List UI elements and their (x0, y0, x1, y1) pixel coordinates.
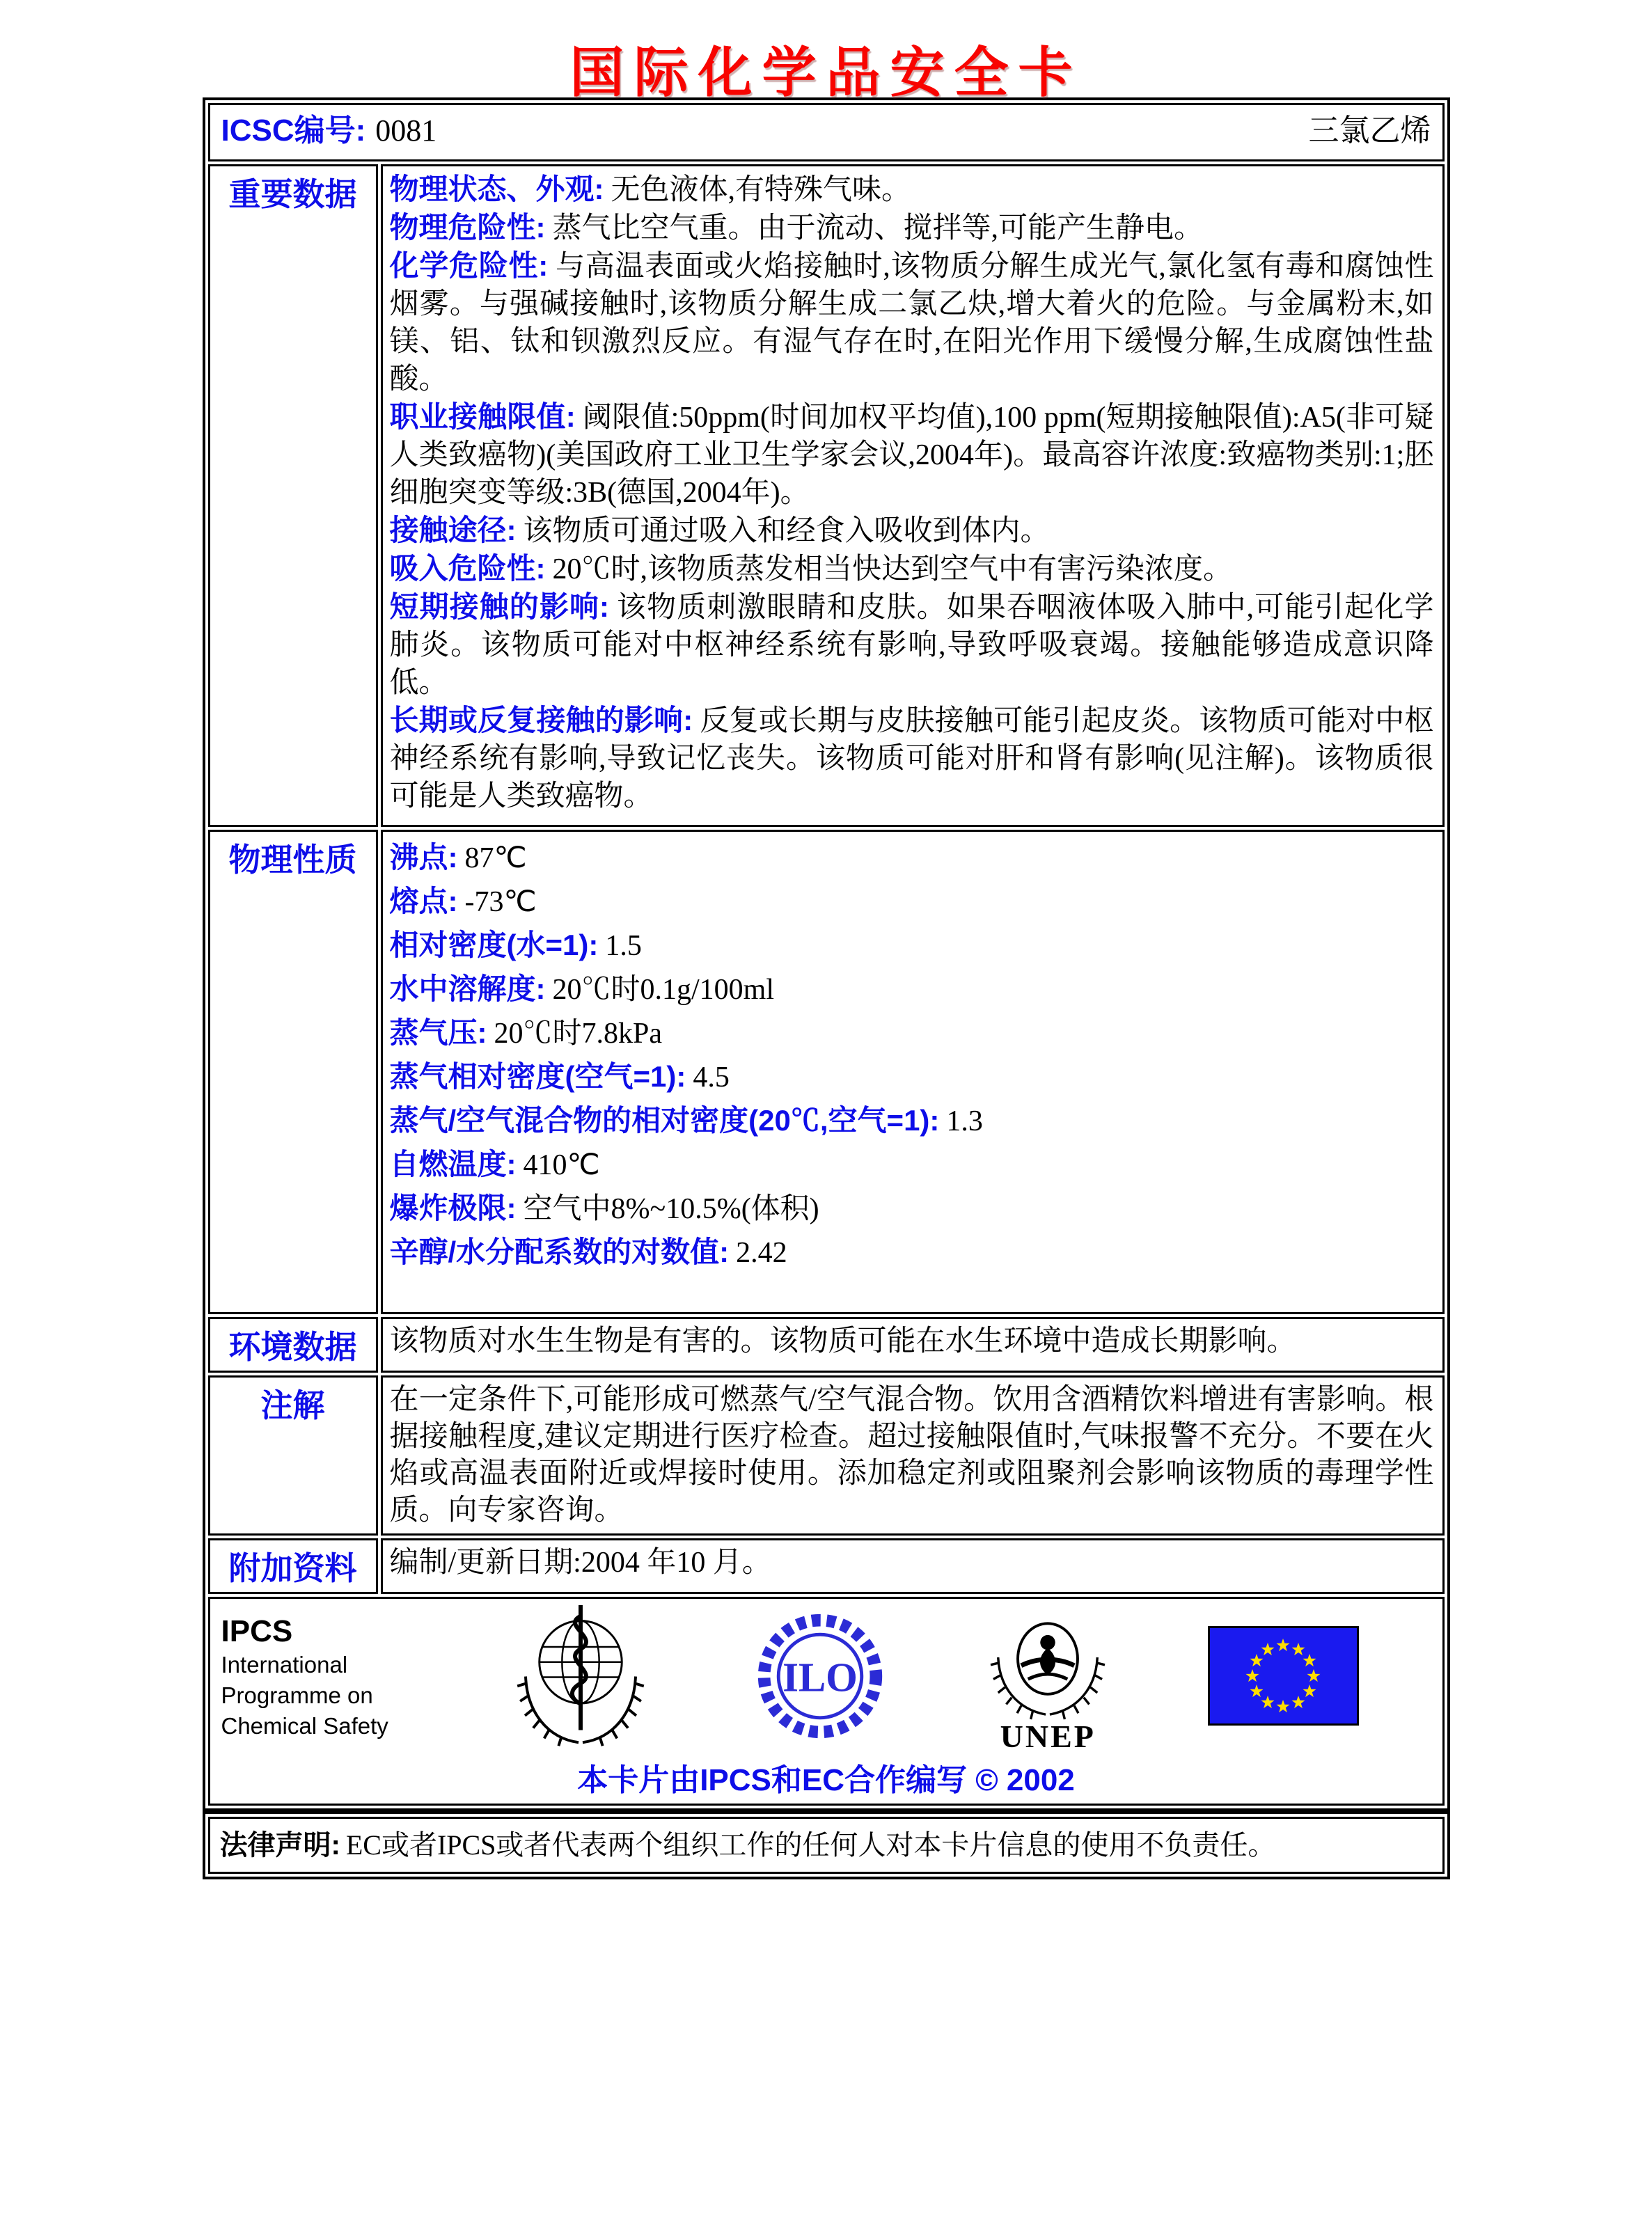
important-item (390, 588, 1434, 702)
important-item (390, 702, 1434, 815)
who-logo-icon (511, 1595, 650, 1760)
legal-row (208, 1817, 1445, 1874)
field-label: 辛醇/水分配系数的对数值: (389, 1236, 730, 1268)
field-value: 20℃时7.8kPa (494, 1018, 663, 1050)
safety-card (203, 97, 1450, 1879)
icsc-number-label: ICSC编号: (221, 113, 366, 148)
property-item (390, 1099, 1434, 1143)
field-label: 熔点: (389, 885, 458, 917)
card-table (203, 97, 1450, 1811)
additional-info-content (381, 1538, 1445, 1594)
section-label-notes: 注解 (208, 1375, 378, 1536)
field-value: 空气中8%~10.5%(体积) (523, 1193, 819, 1225)
field-label: 爆炸极限: (389, 1192, 517, 1224)
cooperation-caption: 本卡片由IPCS和EC合作编写 © 2002 (577, 1763, 1075, 1797)
icsc-number-value: 0081 (375, 113, 437, 148)
field-label: 蒸气相对密度(空气=1): (389, 1060, 686, 1093)
notes-text: 在一定条件下,可能形成可燃蒸气/空气混合物。饮用含酒精饮料增进有害影响。根据接触程度,建议定期进行医疗检查。超过接触限值时,气味报警不充分。不要在火焰或高温表面附近或焊接时使用。添加稳定剂或阻聚剂会影响该物质的毒理学性质。向专家咨询。 (389, 1384, 1434, 1526)
logos-cell (208, 1597, 1445, 1806)
field-label: 蒸气压: (389, 1016, 487, 1049)
section-label-physical-properties: 物理性质 (208, 830, 378, 1314)
eu-flag-icon (1208, 1626, 1359, 1729)
legal-text: EC或者IPCS或者代表两个组织工作的任何人对本卡片信息的使用不负责任。 (345, 1829, 1276, 1861)
field-value: -73℃ (464, 886, 537, 918)
field-value: 2.42 (736, 1237, 787, 1269)
ilo-logo-icon (752, 1608, 888, 1748)
ipcs-line: International (221, 1652, 348, 1678)
field-value: 无色液体,有特殊气味。 (611, 174, 911, 206)
property-item (390, 1231, 1434, 1275)
header-row (208, 103, 1445, 161)
section-label-environmental-data: 环境数据 (208, 1317, 378, 1373)
field-label: 长期或反复接触的影响: (389, 704, 693, 736)
environmental-data-row (208, 1317, 1445, 1373)
field-label: 相对密度(水=1): (389, 929, 599, 961)
field-label: 沸点: (389, 841, 458, 874)
field-label: 物理状态、外观: (389, 173, 604, 205)
legal-text-line (220, 1823, 1433, 1863)
field-value: 1.3 (946, 1105, 983, 1137)
important-item (390, 171, 1434, 209)
field-value: 该物质刺激眼睛和皮肤。如果吞咽液体吸入肺中,可能引起化学肺炎。该物质可能对中枢神经系统有影响,导致呼吸衰竭。接触能够造成意识降低。 (389, 592, 1434, 699)
field-label: 自燃温度: (389, 1148, 517, 1181)
field-value: 反复或长期与皮肤接触可能引起皮炎。该物质可能对中枢神经系统有影响,导致记忆丧失。该物质可能对肝和肾有影响(见注解)。该物质很可能是人类致癌物。 (389, 705, 1434, 812)
logos-row (208, 1597, 1445, 1806)
important-data-row (208, 164, 1445, 827)
substance-name: 三氯乙烯 (1308, 113, 1431, 148)
environmental-data-text: 该物质对水生生物是有害的。该物质可能在水生环境中造成长期影响。 (389, 1325, 1296, 1357)
important-item (390, 209, 1434, 247)
ipcs-title: IPCS (221, 1614, 293, 1648)
legal-label: 法律声明: (219, 1830, 340, 1861)
ilo-logo-text: ILO (782, 1655, 858, 1701)
field-value: 该物质可通过吸入和经食入吸收到体内。 (523, 515, 1050, 547)
logos-flex (210, 1606, 1442, 1754)
property-item (390, 1055, 1434, 1099)
field-value: 与高温表面或火焰接触时,该物质分解生成光气,氯化氢有毒和腐蚀性烟雾。与强碱接触时,该物质分解生成二氯乙炔,增大着火的危险。与金属粉末,如镁、铝、钛和钡激烈反应。有湿气存在时,在阳光作用下缓慢分解,生成腐蚀性盐酸。 (389, 251, 1434, 395)
property-item (390, 1143, 1434, 1187)
unep-logo-block (990, 1600, 1106, 1755)
field-label: 蒸气/空气混合物的相对密度(20℃,空气=1): (389, 1104, 940, 1137)
field-value: 1.5 (605, 930, 642, 962)
property-item (390, 924, 1434, 968)
field-label: 职业接触限值: (389, 400, 576, 433)
field-label: 短期接触的影响: (389, 590, 609, 623)
field-value: 87℃ (464, 842, 527, 874)
important-item (390, 550, 1434, 588)
physical-properties-row (208, 830, 1445, 1314)
environmental-data-content (381, 1317, 1445, 1373)
field-value: 410℃ (523, 1149, 600, 1181)
field-label: 物理危险性: (389, 211, 546, 244)
field-label: 接触途径: (389, 514, 517, 546)
property-item (390, 836, 1434, 880)
legal-table (203, 1811, 1450, 1879)
field-value: 阈限值:50ppm(时间加权平均值),100 ppm(短期接触限值):A5(非可疑人类致癌物)(美国政府工业卫生学家会议,2004年)。最高容许浓度:致癌物类别:1;胚细胞突变等级:3B(德国,2004年)。 (389, 402, 1434, 509)
field-label: 吸入危险性: (389, 552, 546, 585)
field-value: 20℃时0.1g/100ml (552, 974, 775, 1006)
important-item (390, 398, 1434, 512)
notes-row (208, 1375, 1445, 1536)
unep-logo-label: UNEP (1000, 1719, 1096, 1754)
additional-info-text: 编制/更新日期:2004 年10 月。 (389, 1547, 771, 1579)
field-value: 20℃时,该物质蒸发相当快达到空气中有害污染浓度。 (552, 553, 1233, 585)
section-label-important-data: 重要数据 (208, 164, 378, 827)
legal-cell (208, 1817, 1445, 1874)
header-cell (208, 103, 1445, 161)
property-item (390, 968, 1434, 1011)
important-item (390, 247, 1434, 398)
page-title: 国际化学品安全卡 (569, 42, 1083, 103)
ipcs-text-block (221, 1613, 409, 1742)
header-flex (221, 105, 1431, 150)
field-label: 水中溶解度: (389, 972, 546, 1005)
property-item (390, 1187, 1434, 1231)
property-item (390, 1011, 1434, 1055)
additional-info-row (208, 1538, 1445, 1594)
property-item (390, 880, 1434, 924)
physical-properties-content (381, 830, 1445, 1314)
field-label: 化学危险性: (389, 249, 549, 282)
field-value: 4.5 (693, 1062, 730, 1094)
icsc-number (221, 105, 437, 150)
important-data-content (381, 164, 1445, 827)
section-label-additional-info: 附加资料 (208, 1538, 378, 1594)
field-value: 蒸气比空气重。由于流动、搅拌等,可能产生静电。 (552, 212, 1204, 244)
important-item (390, 512, 1434, 550)
ipcs-line: Chemical Safety (221, 1713, 388, 1739)
ipcs-line: Programme on (221, 1682, 373, 1708)
notes-content (381, 1375, 1445, 1536)
